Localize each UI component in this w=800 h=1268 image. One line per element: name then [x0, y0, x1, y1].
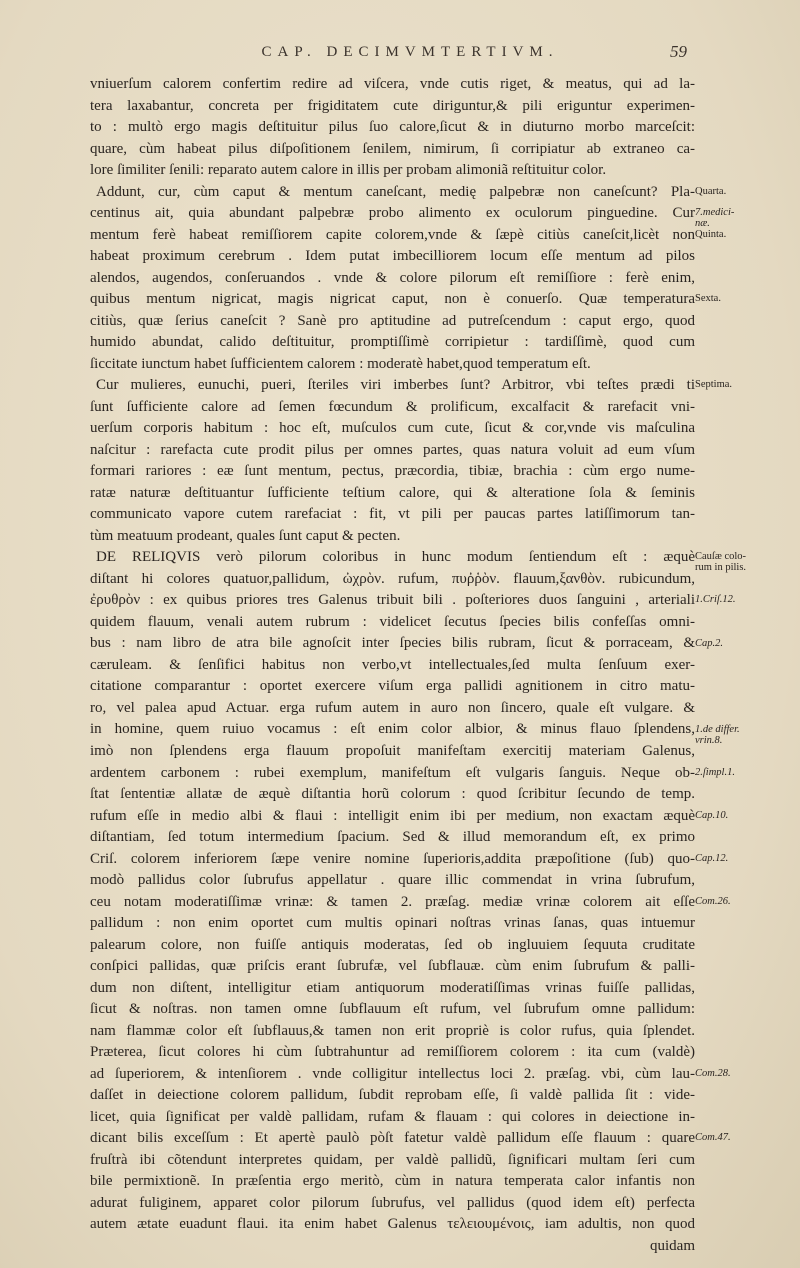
- text-line: nam flammæ color eſt ſubflauus,& tamen non erit propriè is color rufus, quia ſplendet.: [90, 1022, 695, 1039]
- text-line: communicato vapore cutem rarefaciat : fit, vt pili per paucas partes latiſſimorum tan-: [90, 506, 695, 523]
- text-line: quidam: [650, 1237, 695, 1254]
- text-line: adurat fuliginem, apparet color pilorum ſubrufus, vel pallidus (quod idem eſt) perfecta: [90, 1194, 695, 1211]
- text-line: citatione comparantur : oportet exercere viſum erga pallidi agnitionem in citro matu-: [90, 678, 695, 695]
- text-line: quare, cùm habeat pilus diſpoſitionem ſenilem, nimirum, ſi corripiatur ab extraneo ca-: [90, 140, 695, 157]
- text-line: ardentem carbonem : rubei exemplum, manifeſtum eſt vulgaris ſanguis. Neque ob-: [90, 764, 695, 781]
- running-title: CAP. DECIMVMTERTIVM.: [261, 44, 559, 60]
- text-line: ro, vel palea apud Actuar. erga rufum autem in auro non ſincero, quale eſt vulgare. &: [90, 699, 695, 716]
- text-line: ſiccitate iunctum habet ſufficientem calorem : moderatè habet,quod temperatum eſt.: [90, 355, 591, 372]
- text-line: habeat proximum cerebrum . Idem putat imbecilliorem locum eſſe mentum ad pilos: [90, 248, 695, 265]
- text-line: ſicut & noſtras. non tamen omne ſubflauum eſt rufum, vel ſubrufum omne pallidum:: [90, 1001, 695, 1018]
- text-line: ἐρυθρὸν : ex quibus priores tres Galenus tribuit bili . poſteriores duos ſanguini , arteriali: [90, 592, 695, 609]
- margin-note: Sexta.: [695, 293, 721, 305]
- text-line: in homine, quem ruiuo vocamus : eſt enim color albior, & minus flauo ſplendens,: [90, 721, 695, 738]
- text-line: Præterea, ſicut colores hi cùm ſubtrahuntur ad remiſſiorem colorem : ita cum (valdè): [90, 1044, 695, 1061]
- margin-note: Septima.: [695, 379, 733, 391]
- text-line: ceu notam moderatiſſimæ vrinæ: & tamen 2. præſag. mediæ vrinæ colorem ait eſſe: [90, 893, 695, 910]
- text-line: mentum ferè habeat remiſſiorem capite colorem,vnde & ſæpè citiùs caneſcit,licèt non: [90, 226, 695, 243]
- margin-note: Cap.12.: [695, 852, 729, 864]
- text-line: conſpici pallidas, quæ priſcis erant ſubrufæ, vel ſubflauæ. cùm enim ſubrufum & palli-: [90, 958, 695, 975]
- margin-note: Com.26.: [695, 895, 731, 907]
- text-line: quidem flauum, venali autem rubrum : videlicet ſecutus ſpecies bilis confeſſas omni-: [90, 613, 695, 630]
- text-line: vniuerſum calorem confertim redire ad viſcera, vnde cutis riget, & meatus, qui ad la-: [90, 76, 695, 92]
- text-line: DE RELIQVIS verò pilorum coloribus in hunc modum ſentiendum eſt : æquè: [96, 549, 695, 566]
- text-line: ratæ naturæ deſtituantur ſufficiente teſtium calore, qui & alteratione ſola & ſeminis: [90, 484, 695, 501]
- text-line: daſſet in deiectione colorem pallidum, ſubdit reprobam eſſe, ſi valdè pallida ſit : vide-: [90, 1087, 695, 1104]
- text-line: rufum eſſe in medio albi & flaui : intelligit enim ibi per medium, non exactam æquè: [90, 807, 695, 824]
- margin-note: 1.Criſ.12.: [695, 594, 736, 606]
- text-line: ſtat ſententiæ allatæ de æquè diſtantia horũ colorum : quod ſcribitur ſecundo de temp.: [90, 786, 695, 803]
- margin-note: Quarta.: [695, 185, 727, 197]
- text-line: Cur mulieres, eunuchi, pueri, ſteriles viri imberbes ſunt? Arbitror, vbi teſtes prædi ti: [96, 377, 695, 394]
- margin-note: Com.47.: [695, 1132, 731, 1144]
- text-line: ſunt ſufficiente calore ad ſemen fœcundum & prolificum, excalfacit & rarefacit vni-: [90, 398, 695, 415]
- text-line: to : multò ergo magis deſtituitur pilus ſuo calore,ſicut & in diuturno morbo marceſcit:: [90, 119, 695, 136]
- text-line: diſtantiam, ſed totum intermedium ſpacium. Sed & illud memorandum eſt, ex primo: [90, 829, 695, 846]
- margin-note: 1.de differ. vrin.8.: [695, 723, 740, 746]
- text-line: lore ſimiliter ſenili: reparato autem calore in illis per probam alimoniã reſtituitur color.: [90, 162, 607, 179]
- margin-note: Quinta.: [695, 228, 727, 240]
- margin-note: Cauſæ colo- rum in pilis.: [695, 551, 747, 574]
- margin-note: 7.medici- næ.: [695, 207, 735, 230]
- text-line: humido abundat, calido deſtituitur, promptiſſimè corripietur : tardiſſimè, quod cum: [90, 334, 695, 351]
- text-line: autem ætate euadunt flaui. ita enim habet Galenus τελειουμένοις, iam adultis, non quod: [90, 1216, 695, 1233]
- text-line: licet, quia ſignificat per valdè pallidam, rufam & flauam : qui colores in deiectione in-: [90, 1108, 695, 1125]
- text-line: bus : nam libro de atra bile agnoſcit inter ſpecies bilis rubram, ſicut & porraceam, &: [90, 635, 695, 652]
- text-line: uerſum corporis habitum : hoc eſt, muſculos cum cute, ſicut & cor,vnde vis maſculina: [90, 420, 695, 437]
- text-line: citiùs, quæ ſerius caneſcit ? Sanè pro aptitudine ad putreſcendum : caput ergo, quod: [90, 312, 695, 329]
- text-line: pallidum : non enim oportet cum multis opinari noſtras vrinas ſanas, quas intuemur: [90, 915, 695, 932]
- margin-note: Cap.10.: [695, 809, 729, 821]
- text-line: Criſ. colorem inferiorem ſæpe venire nomine ſuperioris,addita præpoſitione (ſub) quo-: [90, 850, 695, 867]
- margin-note: Cap.2.: [695, 637, 724, 649]
- text-line: dum non diſtent, intelligitur etiam antiquorum moderatiſſimas vrinas fuiſſe pallidas,: [90, 979, 695, 996]
- text-line: imò non ſplendens erga flauum propoſuit manifeſtam exercitij materiam Galenus,: [90, 742, 695, 759]
- text-line: tera laxabantur, concreta per frigiditatem cute diriguntur,& pili eriguntur experimen-: [90, 97, 695, 114]
- page-number: 59: [670, 42, 687, 61]
- text-line: diſtant hi colores quatuor,pallidum, ὠχρὸν. rufum, πυῤῥὸν. flauum,ξανθὸν. rubicundum,: [90, 570, 695, 587]
- text-line: centinus ait, quia abundant palpebræ probo alimento ex oculorum pinguedine. Cur: [90, 205, 695, 222]
- text-line: naſcitur : rarefacta cute prodit pilus per omnes partes, quas natura voluit ad eum vſum: [90, 441, 695, 458]
- text-line: modò pallidus color ſubrufus appellatur . quare illic commendat in vrina ſubrufum,: [90, 872, 695, 889]
- text-line: alendos, augendos, conſeruandos . vnde & colore pilorum eſt remiſſiore : ferè enim,: [90, 269, 695, 286]
- text-line: dicant bilis exceſſum : Et apertè paulò pòſt fatetur valdè pallidum eſſe flauum : quare: [90, 1130, 695, 1147]
- text-line: quibus mentum nigricat, magis nigricat caput, non è conuerſo. Quæ temperatura: [90, 291, 695, 308]
- text-line: formari rariores : eæ ſunt mentum, pectus, præcordia, tibiæ, brachia : cùm ergo nume-: [90, 463, 695, 480]
- body-text: [90, 74, 695, 1257]
- text-line: fruſtrà ibi cõtendunt interpretes quidam, per valdè pallidũ, ſignificari multam ſeri cum: [90, 1151, 695, 1168]
- margin-note: Com.28.: [695, 1067, 731, 1079]
- text-line: tùm meatuum prodeant, quales ſunt caput & pecten.: [90, 527, 401, 544]
- text-line: cæruleam. & ſenſifici habitus non verbo,vt intellectuales,ſed multa ſenſuum exer-: [90, 656, 695, 673]
- text-line: ad ſuperiorem, & intenſiorem . vnde colligitur intellectus loci 2. præſag. vbi, cùm lau-: [90, 1065, 695, 1082]
- text-line: palearum colore, non fuiſſe antiquis moderatas, ſed ob ingluuiem ſequuta cruditate: [90, 936, 695, 953]
- margin-note: 2.ſimpl.1.: [695, 766, 735, 778]
- text-line: Addunt, cur, cùm caput & mentum caneſcant, medię palpebræ non caneſcunt? Pla-: [96, 183, 695, 200]
- text-line: bile permixtionẽ. In præſentia ergo meritò, cùm in natura temperata calor infantis non: [90, 1173, 695, 1190]
